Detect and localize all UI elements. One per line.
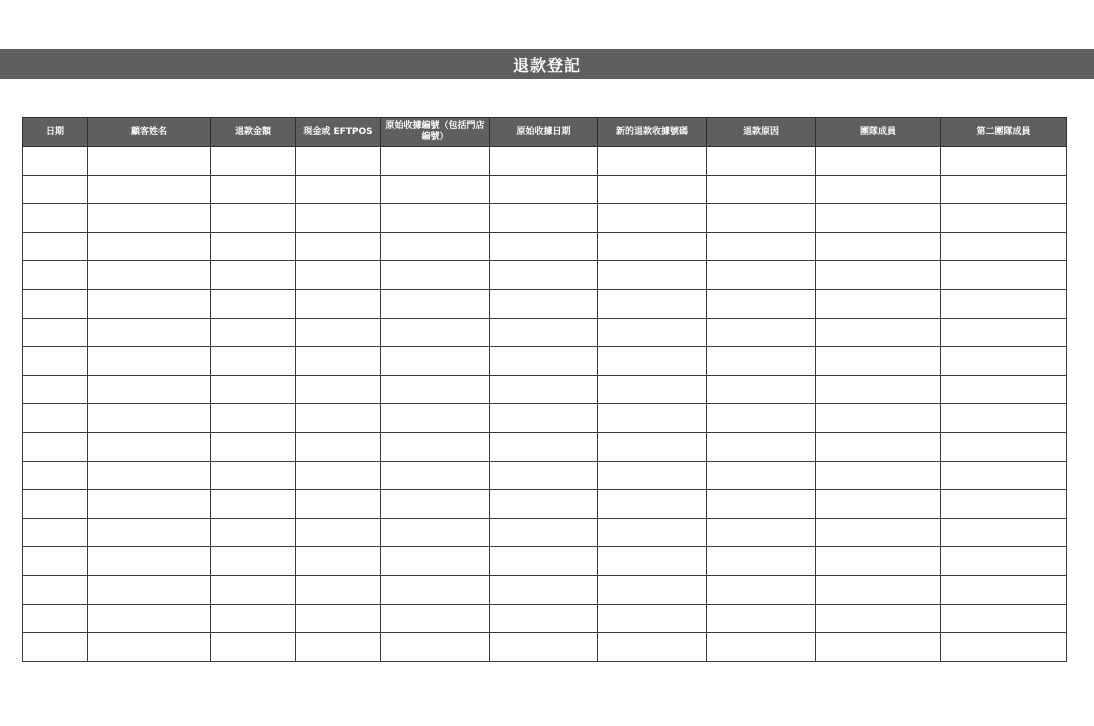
cell-refund-amount[interactable] <box>211 204 296 233</box>
table-row <box>23 432 1067 461</box>
cell-refund-reason[interactable] <box>707 575 816 604</box>
cell-refund-amount[interactable] <box>211 432 296 461</box>
cell-second-team-member[interactable] <box>941 347 1067 376</box>
cell-original-receipt-date[interactable] <box>490 289 598 318</box>
cell-new-refund-receipt-number[interactable] <box>598 604 707 633</box>
cell-original-receipt-number[interactable] <box>381 147 490 176</box>
cell-date[interactable] <box>23 547 88 576</box>
cell-refund-reason[interactable] <box>707 547 816 576</box>
cell-customer-name[interactable] <box>88 490 211 519</box>
cell-customer-name[interactable] <box>88 289 211 318</box>
cell-refund-amount[interactable] <box>211 261 296 290</box>
column-header-refund-amount: 退款金額 <box>211 118 296 147</box>
cell-date[interactable] <box>23 232 88 261</box>
cell-refund-reason[interactable] <box>707 347 816 376</box>
column-header-date: 日期 <box>23 118 88 147</box>
cell-second-team-member[interactable] <box>941 404 1067 433</box>
cell-original-receipt-date[interactable] <box>490 633 598 662</box>
cell-team-member[interactable] <box>816 375 941 404</box>
cell-date[interactable] <box>23 404 88 433</box>
table-row <box>23 261 1067 290</box>
cell-customer-name[interactable] <box>88 604 211 633</box>
cell-date[interactable] <box>23 175 88 204</box>
cell-second-team-member[interactable] <box>941 318 1067 347</box>
cell-second-team-member[interactable] <box>941 547 1067 576</box>
cell-refund-reason[interactable] <box>707 147 816 176</box>
cell-new-refund-receipt-number[interactable] <box>598 547 707 576</box>
cell-cash-or-eftpos[interactable] <box>296 289 381 318</box>
cell-customer-name[interactable] <box>88 518 211 547</box>
cell-original-receipt-number[interactable] <box>381 318 490 347</box>
cell-original-receipt-number[interactable] <box>381 375 490 404</box>
cell-original-receipt-number[interactable] <box>381 490 490 519</box>
cell-new-refund-receipt-number[interactable] <box>598 633 707 662</box>
cell-date[interactable] <box>23 461 88 490</box>
cell-original-receipt-number[interactable] <box>381 547 490 576</box>
cell-original-receipt-date[interactable] <box>490 175 598 204</box>
cell-second-team-member[interactable] <box>941 289 1067 318</box>
cell-second-team-member[interactable] <box>941 432 1067 461</box>
cell-customer-name[interactable] <box>88 318 211 347</box>
cell-new-refund-receipt-number[interactable] <box>598 347 707 376</box>
cell-customer-name[interactable] <box>88 204 211 233</box>
cell-date[interactable] <box>23 490 88 519</box>
cell-date[interactable] <box>23 604 88 633</box>
cell-refund-amount[interactable] <box>211 147 296 176</box>
table-row <box>23 461 1067 490</box>
cell-original-receipt-date[interactable] <box>490 347 598 376</box>
cell-team-member[interactable] <box>816 547 941 576</box>
cell-original-receipt-number[interactable] <box>381 289 490 318</box>
cell-cash-or-eftpos[interactable] <box>296 147 381 176</box>
cell-cash-or-eftpos[interactable] <box>296 204 381 233</box>
column-header-team-member: 團隊成員 <box>816 118 941 147</box>
cell-customer-name[interactable] <box>88 261 211 290</box>
cell-refund-reason[interactable] <box>707 175 816 204</box>
cell-original-receipt-number[interactable] <box>381 461 490 490</box>
cell-refund-reason[interactable] <box>707 289 816 318</box>
cell-cash-or-eftpos[interactable] <box>296 175 381 204</box>
cell-team-member[interactable] <box>816 261 941 290</box>
cell-refund-amount[interactable] <box>211 347 296 376</box>
cell-team-member[interactable] <box>816 175 941 204</box>
cell-team-member[interactable] <box>816 289 941 318</box>
page-title: 退款登記 <box>512 55 581 75</box>
cell-refund-reason[interactable] <box>707 461 816 490</box>
cell-original-receipt-date[interactable] <box>490 518 598 547</box>
cell-new-refund-receipt-number[interactable] <box>598 318 707 347</box>
table-row <box>23 490 1067 519</box>
cell-new-refund-receipt-number[interactable] <box>598 261 707 290</box>
cell-second-team-member[interactable] <box>941 261 1067 290</box>
cell-refund-amount[interactable] <box>211 404 296 433</box>
cell-customer-name[interactable] <box>88 232 211 261</box>
cell-original-receipt-date[interactable] <box>490 318 598 347</box>
cell-second-team-member[interactable] <box>941 175 1067 204</box>
cell-refund-reason[interactable] <box>707 404 816 433</box>
cell-customer-name[interactable] <box>88 461 211 490</box>
table-row <box>23 318 1067 347</box>
cell-refund-amount[interactable] <box>211 518 296 547</box>
table-row <box>23 204 1067 233</box>
cell-new-refund-receipt-number[interactable] <box>598 375 707 404</box>
cell-original-receipt-number[interactable] <box>381 432 490 461</box>
cell-refund-amount[interactable] <box>211 633 296 662</box>
cell-team-member[interactable] <box>816 318 941 347</box>
cell-cash-or-eftpos[interactable] <box>296 318 381 347</box>
cell-new-refund-receipt-number[interactable] <box>598 518 707 547</box>
cell-new-refund-receipt-number[interactable] <box>598 147 707 176</box>
cell-date[interactable] <box>23 204 88 233</box>
refund-register-table <box>22 117 1067 662</box>
cell-refund-amount[interactable] <box>211 575 296 604</box>
cell-new-refund-receipt-number[interactable] <box>598 404 707 433</box>
cell-original-receipt-number[interactable] <box>381 175 490 204</box>
cell-second-team-member[interactable] <box>941 375 1067 404</box>
cell-second-team-member[interactable] <box>941 633 1067 662</box>
cell-team-member[interactable] <box>816 518 941 547</box>
cell-original-receipt-date[interactable] <box>490 232 598 261</box>
cell-refund-reason[interactable] <box>707 204 816 233</box>
cell-original-receipt-date[interactable] <box>490 461 598 490</box>
table-row <box>23 289 1067 318</box>
cell-cash-or-eftpos[interactable] <box>296 347 381 376</box>
cell-original-receipt-number[interactable] <box>381 347 490 376</box>
cell-team-member[interactable] <box>816 633 941 662</box>
cell-refund-reason[interactable] <box>707 375 816 404</box>
cell-date[interactable] <box>23 518 88 547</box>
table-row <box>23 633 1067 662</box>
cell-customer-name[interactable] <box>88 347 211 376</box>
cell-team-member[interactable] <box>816 347 941 376</box>
cell-second-team-member[interactable] <box>941 604 1067 633</box>
cell-team-member[interactable] <box>816 461 941 490</box>
cell-refund-reason[interactable] <box>707 604 816 633</box>
cell-original-receipt-number[interactable] <box>381 518 490 547</box>
cell-customer-name[interactable] <box>88 575 211 604</box>
cell-original-receipt-date[interactable] <box>490 490 598 519</box>
cell-second-team-member[interactable] <box>941 204 1067 233</box>
cell-customer-name[interactable] <box>88 375 211 404</box>
table-row <box>23 175 1067 204</box>
cell-second-team-member[interactable] <box>941 461 1067 490</box>
cell-refund-reason[interactable] <box>707 633 816 662</box>
cell-refund-reason[interactable] <box>707 232 816 261</box>
cell-date[interactable] <box>23 261 88 290</box>
cell-new-refund-receipt-number[interactable] <box>598 490 707 519</box>
cell-team-member[interactable] <box>816 432 941 461</box>
cell-cash-or-eftpos[interactable] <box>296 490 381 519</box>
table-row <box>23 147 1067 176</box>
table-row <box>23 232 1067 261</box>
cell-customer-name[interactable] <box>88 147 211 176</box>
cell-team-member[interactable] <box>816 147 941 176</box>
column-header-customer-name: 顧客姓名 <box>88 118 211 147</box>
cell-original-receipt-number[interactable] <box>381 404 490 433</box>
cell-date[interactable] <box>23 318 88 347</box>
cell-original-receipt-date[interactable] <box>490 547 598 576</box>
column-header-cash-or-eftpos: 現金或 EFTPOS <box>296 118 381 147</box>
table-row <box>23 575 1067 604</box>
cell-second-team-member[interactable] <box>941 147 1067 176</box>
cell-original-receipt-number[interactable] <box>381 633 490 662</box>
cell-original-receipt-date[interactable] <box>490 204 598 233</box>
table-row <box>23 347 1067 376</box>
cell-date[interactable] <box>23 633 88 662</box>
cell-original-receipt-date[interactable] <box>490 261 598 290</box>
cell-original-receipt-number[interactable] <box>381 261 490 290</box>
table-row <box>23 604 1067 633</box>
cell-refund-reason[interactable] <box>707 518 816 547</box>
cell-refund-amount[interactable] <box>211 547 296 576</box>
cell-team-member[interactable] <box>816 204 941 233</box>
title-bar <box>0 49 1094 79</box>
cell-cash-or-eftpos[interactable] <box>296 518 381 547</box>
cell-customer-name[interactable] <box>88 633 211 662</box>
cell-team-member[interactable] <box>816 490 941 519</box>
cell-second-team-member[interactable] <box>941 232 1067 261</box>
cell-refund-amount[interactable] <box>211 461 296 490</box>
cell-new-refund-receipt-number[interactable] <box>598 575 707 604</box>
column-header-new-refund-receipt-number: 新的退款收據號碼 <box>598 118 707 147</box>
column-header-second-team-member: 第二團隊成員 <box>941 118 1067 147</box>
column-header-original-receipt-number: 原始收據編號（包括門店編號） <box>381 118 490 147</box>
cell-new-refund-receipt-number[interactable] <box>598 432 707 461</box>
cell-original-receipt-number[interactable] <box>381 204 490 233</box>
cell-refund-amount[interactable] <box>211 318 296 347</box>
cell-refund-amount[interactable] <box>211 490 296 519</box>
cell-new-refund-receipt-number[interactable] <box>598 232 707 261</box>
cell-refund-reason[interactable] <box>707 432 816 461</box>
cell-date[interactable] <box>23 375 88 404</box>
cell-cash-or-eftpos[interactable] <box>296 575 381 604</box>
cell-new-refund-receipt-number[interactable] <box>598 175 707 204</box>
cell-original-receipt-date[interactable] <box>490 575 598 604</box>
cell-date[interactable] <box>23 347 88 376</box>
cell-cash-or-eftpos[interactable] <box>296 461 381 490</box>
cell-customer-name[interactable] <box>88 404 211 433</box>
cell-original-receipt-number[interactable] <box>381 575 490 604</box>
cell-refund-reason[interactable] <box>707 318 816 347</box>
cell-refund-amount[interactable] <box>211 289 296 318</box>
cell-team-member[interactable] <box>816 575 941 604</box>
cell-original-receipt-date[interactable] <box>490 375 598 404</box>
cell-cash-or-eftpos[interactable] <box>296 432 381 461</box>
cell-new-refund-receipt-number[interactable] <box>598 204 707 233</box>
table-row <box>23 375 1067 404</box>
cell-cash-or-eftpos[interactable] <box>296 261 381 290</box>
cell-team-member[interactable] <box>816 232 941 261</box>
cell-cash-or-eftpos[interactable] <box>296 375 381 404</box>
cell-date[interactable] <box>23 575 88 604</box>
cell-original-receipt-date[interactable] <box>490 604 598 633</box>
cell-cash-or-eftpos[interactable] <box>296 604 381 633</box>
cell-refund-reason[interactable] <box>707 490 816 519</box>
cell-second-team-member[interactable] <box>941 518 1067 547</box>
cell-refund-amount[interactable] <box>211 175 296 204</box>
cell-date[interactable] <box>23 432 88 461</box>
cell-refund-reason[interactable] <box>707 261 816 290</box>
table-body <box>23 147 1067 662</box>
cell-second-team-member[interactable] <box>941 490 1067 519</box>
table-row <box>23 404 1067 433</box>
cell-customer-name[interactable] <box>88 175 211 204</box>
cell-refund-amount[interactable] <box>211 375 296 404</box>
cell-original-receipt-number[interactable] <box>381 232 490 261</box>
cell-new-refund-receipt-number[interactable] <box>598 461 707 490</box>
column-header-original-receipt-date: 原始收據日期 <box>490 118 598 147</box>
cell-original-receipt-date[interactable] <box>490 147 598 176</box>
cell-customer-name[interactable] <box>88 432 211 461</box>
cell-team-member[interactable] <box>816 404 941 433</box>
cell-original-receipt-number[interactable] <box>381 604 490 633</box>
cell-original-receipt-date[interactable] <box>490 432 598 461</box>
cell-date[interactable] <box>23 147 88 176</box>
cell-refund-amount[interactable] <box>211 604 296 633</box>
cell-original-receipt-date[interactable] <box>490 404 598 433</box>
header-row <box>23 118 1067 147</box>
table-row <box>23 518 1067 547</box>
cell-cash-or-eftpos[interactable] <box>296 547 381 576</box>
cell-new-refund-receipt-number[interactable] <box>598 289 707 318</box>
cell-cash-or-eftpos[interactable] <box>296 404 381 433</box>
cell-second-team-member[interactable] <box>941 575 1067 604</box>
cell-date[interactable] <box>23 289 88 318</box>
cell-cash-or-eftpos[interactable] <box>296 232 381 261</box>
column-header-refund-reason: 退款原因 <box>707 118 816 147</box>
cell-team-member[interactable] <box>816 604 941 633</box>
cell-customer-name[interactable] <box>88 547 211 576</box>
cell-refund-amount[interactable] <box>211 232 296 261</box>
table-row <box>23 547 1067 576</box>
cell-cash-or-eftpos[interactable] <box>296 633 381 662</box>
